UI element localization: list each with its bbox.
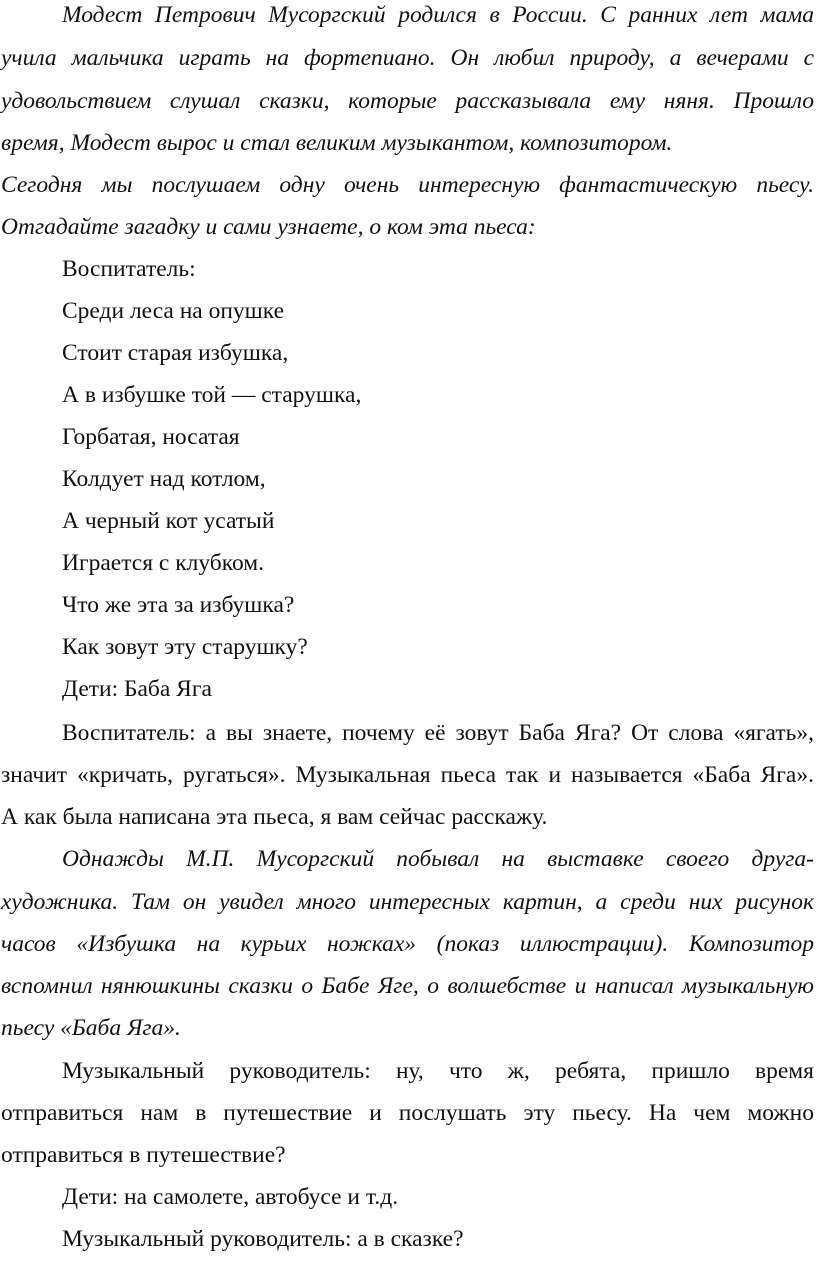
- text-line: вспомнил нянюшкины сказки о Бабе Яге, о волшебстве и написал музыкальную: [1, 973, 814, 999]
- text-line: значит «кричать, ругаться». Музыкальная пьеса так и называется «Баба Яга».: [1, 762, 814, 788]
- text-line: время, Модест вырос и стал великим музыкантом, композитором.: [1, 130, 673, 156]
- text-line: часов «Избушка на курьих ножках» (показ иллюстрации). Композитор: [1, 931, 814, 957]
- poem-line: Играется с клубком.: [62, 550, 265, 576]
- poem-line: Стоит старая избушка,: [62, 340, 289, 366]
- text-line: отправиться в путешествие?: [1, 1142, 286, 1168]
- text-line: Однажды М.П. Мусоргский побывал на выставке своего друга-: [62, 846, 814, 872]
- text-line: Модест Петрович Мусоргский родился в России. С ранних лет мама: [62, 2, 814, 28]
- text-line: отправиться нам в путешествие и послушать эту пьесу. На чем можно: [1, 1100, 814, 1126]
- text-line: пьесу «Баба Яга».: [1, 1015, 181, 1041]
- text-line: учила мальчика играть на фортепиано. Он любил природу, а вечерами с: [1, 45, 814, 71]
- poem-line: Колдует над котлом,: [62, 466, 266, 492]
- poem-line: Среди леса на опушке: [62, 298, 285, 324]
- dialogue-line: Дети: на самолете, автобусе и т.д.: [62, 1184, 399, 1210]
- text-line: удовольствием слушал сказки, которые рассказывала ему няня. Прошло: [1, 88, 814, 114]
- text-line: Отгадайте загадку и сами узнаете, о ком эта пьеса:: [1, 214, 536, 240]
- text-line: художника. Там он увидел много интересных картин, а среди них рисунок: [1, 889, 814, 915]
- text-line: Сегодня мы послушаем одну очень интересную фантастическую пьесу.: [1, 172, 814, 198]
- poem-line: Горбатая, носатая: [62, 424, 240, 450]
- text-line: А как была написана эта пьеса, я вам сейчас расскажу.: [1, 804, 548, 830]
- text-line: Воспитатель: а вы знаете, почему её зовут Баба Яга? От слова «ягать»,: [62, 720, 814, 746]
- speaker-label: Воспитатель:: [62, 256, 196, 282]
- text-line: Музыкальный руководитель: ну, что ж, ребята, пришло время: [62, 1058, 814, 1084]
- dialogue-line: Музыкальный руководитель: а в сказке?: [62, 1226, 464, 1252]
- dialogue-line: Дети: Баба Яга: [62, 676, 212, 702]
- poem-line: А черный кот усатый: [62, 508, 275, 534]
- poem-line: Как зовут эту старушку?: [62, 634, 308, 660]
- poem-line: А в избушке той — старушка,: [62, 382, 362, 408]
- poem-line: Что же эта за избушка?: [62, 592, 295, 618]
